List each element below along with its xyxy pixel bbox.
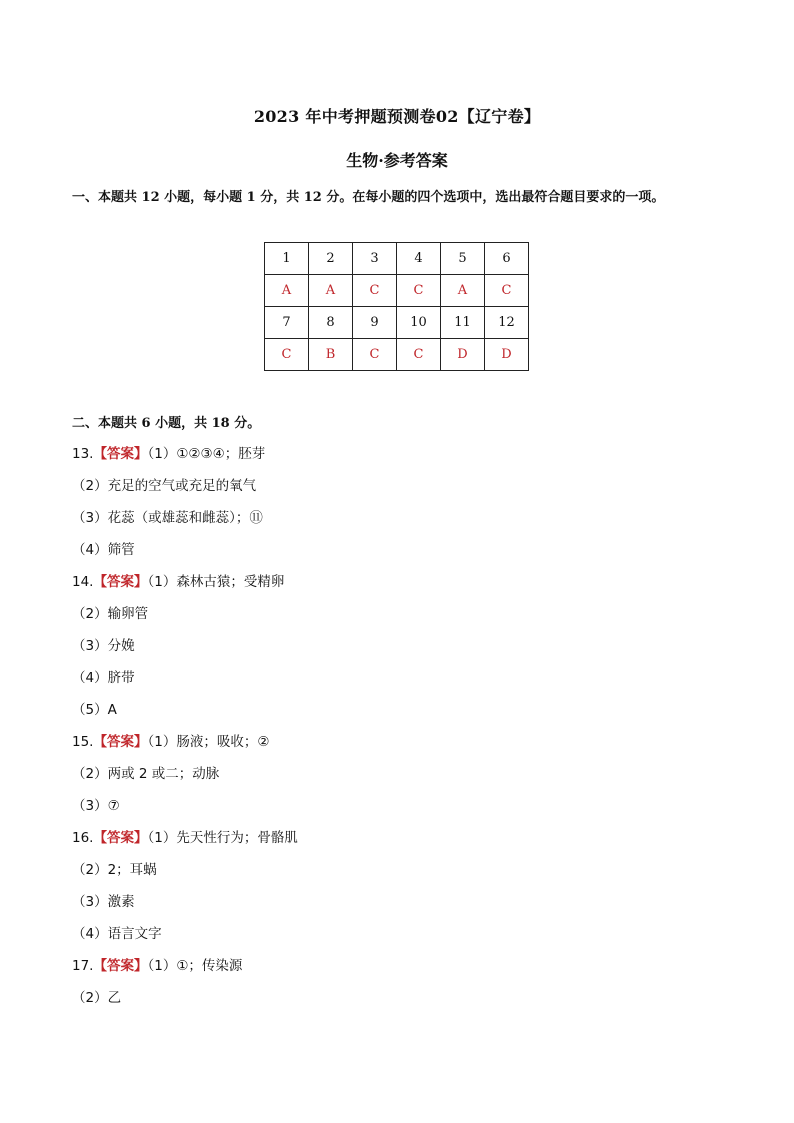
question-number-cell: 6 xyxy=(485,243,529,275)
answer-text: （1）①；传染源 xyxy=(147,958,243,974)
question-number-cell: 8 xyxy=(309,307,353,339)
answer-text: （2）充足的空气或充足的氧气 xyxy=(72,478,257,494)
question-number: 14. xyxy=(72,574,94,590)
answer-line xyxy=(72,726,722,758)
answer-line xyxy=(72,790,722,822)
answer-cell: A xyxy=(441,275,485,307)
page-subtitle: 生物·参考答案 xyxy=(346,151,448,170)
answer-tag: 【答案】 xyxy=(93,734,148,750)
answer-text: （1）森林古猿；受精卵 xyxy=(147,574,285,590)
question-number-cell: 7 xyxy=(265,307,309,339)
answer-tag: 【答案】 xyxy=(93,446,148,462)
answer-text: （1）肠液；吸收；② xyxy=(147,734,270,750)
answer-text: （2）输卵管 xyxy=(72,606,149,622)
page-title: 2023 年中考押题预测卷02【辽宁卷】 xyxy=(253,107,541,126)
question-number-cell: 4 xyxy=(397,243,441,275)
answer-cell: C xyxy=(485,275,529,307)
answer-text: （4）筛管 xyxy=(72,542,135,558)
answer-text: （1）①②③④；胚芽 xyxy=(147,446,266,462)
answer-line xyxy=(72,886,722,918)
question-number-cell: 3 xyxy=(353,243,397,275)
answer-line xyxy=(72,566,722,598)
answer-text: （4）语言文字 xyxy=(72,926,162,942)
answer-line xyxy=(72,918,722,950)
answer-line xyxy=(72,662,722,694)
answer-tag: 【答案】 xyxy=(93,958,148,974)
answer-line xyxy=(72,470,722,502)
question-number-cell: 5 xyxy=(441,243,485,275)
table-row-numbers xyxy=(265,307,529,339)
answer-table xyxy=(264,242,529,371)
section-2-heading: 二、本题共 6 小题，共 18 分。 xyxy=(72,416,261,431)
answer-lines xyxy=(72,438,722,1014)
answer-line xyxy=(72,950,722,982)
answer-cell: B xyxy=(309,339,353,371)
answer-line xyxy=(72,822,722,854)
answer-tag: 【答案】 xyxy=(93,574,148,590)
question-number-cell: 10 xyxy=(397,307,441,339)
answer-cell: C xyxy=(265,339,309,371)
answer-cell: A xyxy=(265,275,309,307)
answer-text: （2）乙 xyxy=(72,990,122,1006)
answer-line xyxy=(72,982,722,1014)
answer-text: （1）先天性行为；骨骼肌 xyxy=(147,830,298,846)
section-1-heading: 一、本题共 12 小题，每小题 1 分，共 12 分。在每小题的四个选项中，选出最符合题目要求的一项。 xyxy=(72,190,665,205)
answer-text: （4）脐带 xyxy=(72,670,135,686)
answer-text: （3）花蕊（或雄蕊和雌蕊）；⑪ xyxy=(72,510,263,526)
answer-line xyxy=(72,694,722,726)
answer-cell: C xyxy=(353,339,397,371)
answer-line xyxy=(72,502,722,534)
answer-line xyxy=(72,438,722,470)
answer-text: （3）⑦ xyxy=(72,798,120,814)
answer-text: （2）两或 2 或二；动脉 xyxy=(72,766,220,782)
answer-text: （3）激素 xyxy=(72,894,135,910)
question-number-cell: 2 xyxy=(309,243,353,275)
answer-line xyxy=(72,758,722,790)
table-row-answers xyxy=(265,339,529,371)
answer-cell: C xyxy=(397,339,441,371)
question-number: 15. xyxy=(72,734,94,750)
answer-line xyxy=(72,630,722,662)
table-row-numbers xyxy=(265,243,529,275)
table-row-answers xyxy=(265,275,529,307)
answer-tag: 【答案】 xyxy=(93,830,148,846)
question-number-cell: 11 xyxy=(441,307,485,339)
question-number-cell: 9 xyxy=(353,307,397,339)
answer-cell: C xyxy=(397,275,441,307)
answer-line xyxy=(72,598,722,630)
answer-text: （5）A xyxy=(72,702,117,718)
question-number: 17. xyxy=(72,958,94,974)
question-number: 13. xyxy=(72,446,94,462)
answer-cell: D xyxy=(485,339,529,371)
answer-text: （3）分娩 xyxy=(72,638,135,654)
question-number-cell: 12 xyxy=(485,307,529,339)
answer-cell: C xyxy=(353,275,397,307)
answer-text: （2）2；耳蜗 xyxy=(72,862,157,878)
answer-line xyxy=(72,854,722,886)
answer-cell: A xyxy=(309,275,353,307)
answer-line xyxy=(72,534,722,566)
question-number: 16. xyxy=(72,830,94,846)
answer-cell: D xyxy=(441,339,485,371)
question-number-cell: 1 xyxy=(265,243,309,275)
